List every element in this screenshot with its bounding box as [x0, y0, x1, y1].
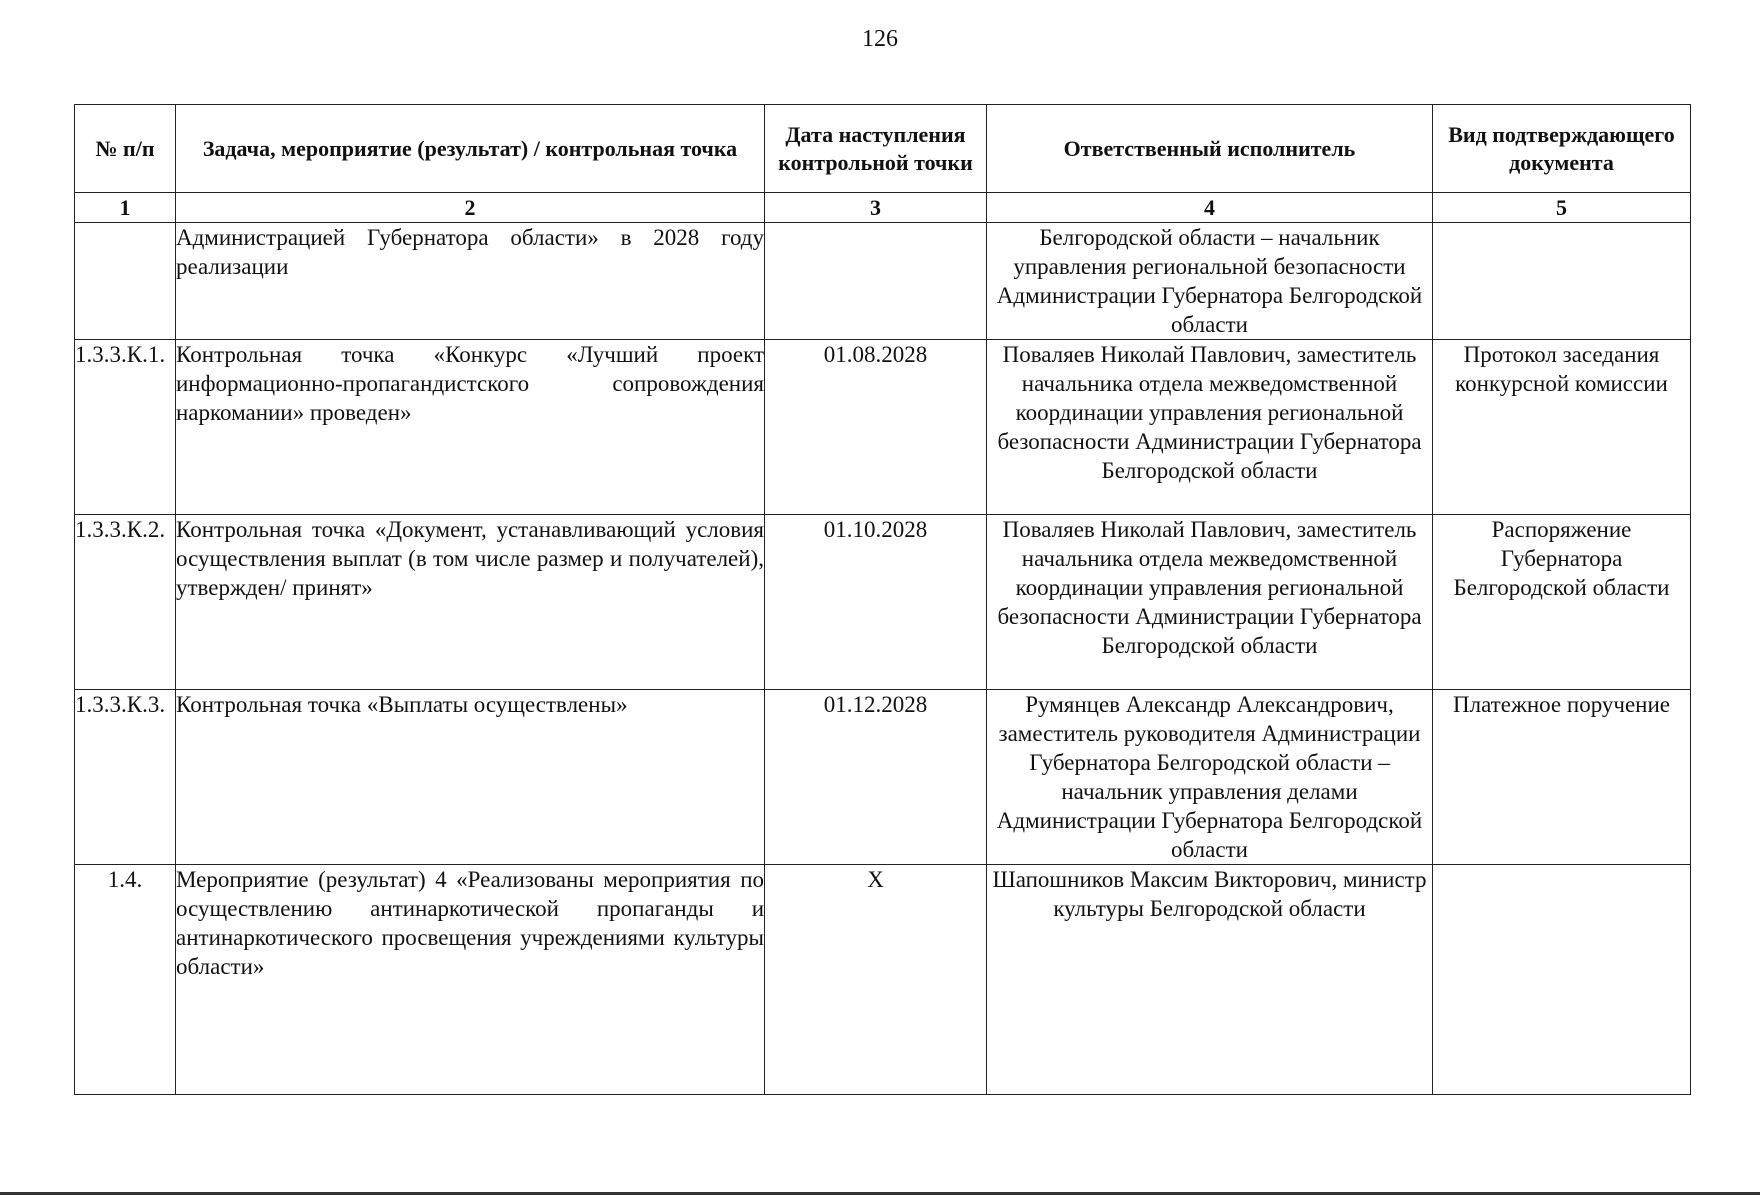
column-number: 5: [1433, 193, 1691, 223]
row-task: Контрольная точка «Документ, устанавливающий условия осуществления выплат (в том числе размер и получателей), утвержден/ принят»: [176, 515, 765, 690]
row-responsible: Поваляев Николай Павлович, заместитель начальника отдела межведомственной координации управления региональной безопасности Администрации Губернатора Белгородской области: [987, 515, 1433, 690]
row-responsible: Поваляев Николай Павлович, заместитель начальника отдела межведомственной координации управления региональной безопасности Администрации Губернатора Белгородской области: [987, 340, 1433, 515]
header-document: Вид подтверждающего документа: [1433, 105, 1691, 193]
row-number: 1.3.3.К.3.: [75, 690, 176, 865]
row-document: Распоряжение Губернатора Белгородской области: [1433, 515, 1691, 690]
header-task: Задача, мероприятие (результат) / контрольная точка: [176, 105, 765, 193]
row-date: 01.10.2028: [765, 515, 987, 690]
row-document: Платежное поручение: [1433, 690, 1691, 865]
column-number: 1: [75, 193, 176, 223]
column-number: 2: [176, 193, 765, 223]
row-number: 1.3.3.К.2.: [75, 515, 176, 690]
table-row: [75, 340, 1691, 515]
row-document: [1433, 865, 1691, 1095]
row-responsible: Шапошников Максим Викторович, министр культуры Белгородской области: [987, 865, 1433, 1095]
row-task: Контрольная точка «Конкурс «Лучший проект информационно-пропагандистского сопровождения наркомании» проведен»: [176, 340, 765, 515]
row-task: Контрольная точка «Выплаты осуществлены»: [176, 690, 765, 865]
column-number: 3: [765, 193, 987, 223]
table-row: [75, 515, 1691, 690]
row-document: Протокол заседания конкурсной комиссии: [1433, 340, 1691, 515]
page-number: 126: [862, 26, 898, 52]
row-date: 01.08.2028: [765, 340, 987, 515]
row-date: [765, 223, 987, 340]
row-number: [75, 223, 176, 340]
row-document: [1433, 223, 1691, 340]
row-responsible: Румянцев Александр Александрович, заместитель руководителя Администрации Губернатора Белгородской области – начальник управления делами Администрации Губернатора Белгородской области: [987, 690, 1433, 865]
header-number: № п/п: [75, 105, 176, 193]
table-row: [75, 865, 1691, 1095]
row-number: 1.3.3.К.1.: [75, 340, 176, 515]
page-bottom-rule: [0, 1192, 1760, 1195]
control-points-table: [74, 104, 1691, 1095]
row-responsible: Белгородской области – начальник управления региональной безопасности Администрации Губернатора Белгородской области: [987, 223, 1433, 340]
row-task: Мероприятие (результат) 4 «Реализованы мероприятия по осуществлению антинаркотической пропаганды и антинаркотического просвещения учреждениями культуры области»: [176, 865, 765, 1095]
row-date: Х: [765, 865, 987, 1095]
header-responsible: Ответственный исполнитель: [987, 105, 1433, 193]
column-number: 4: [987, 193, 1433, 223]
column-numbers-row: [75, 193, 1691, 223]
header-date: Дата наступления контрольной точки: [765, 105, 987, 193]
table-row: [75, 690, 1691, 865]
row-date: 01.12.2028: [765, 690, 987, 865]
table-row: [75, 223, 1691, 340]
header-row: [75, 105, 1691, 193]
row-number: 1.4.: [75, 865, 176, 1095]
row-task: Администрацией Губернатора области» в 2028 году реализации: [176, 223, 765, 340]
